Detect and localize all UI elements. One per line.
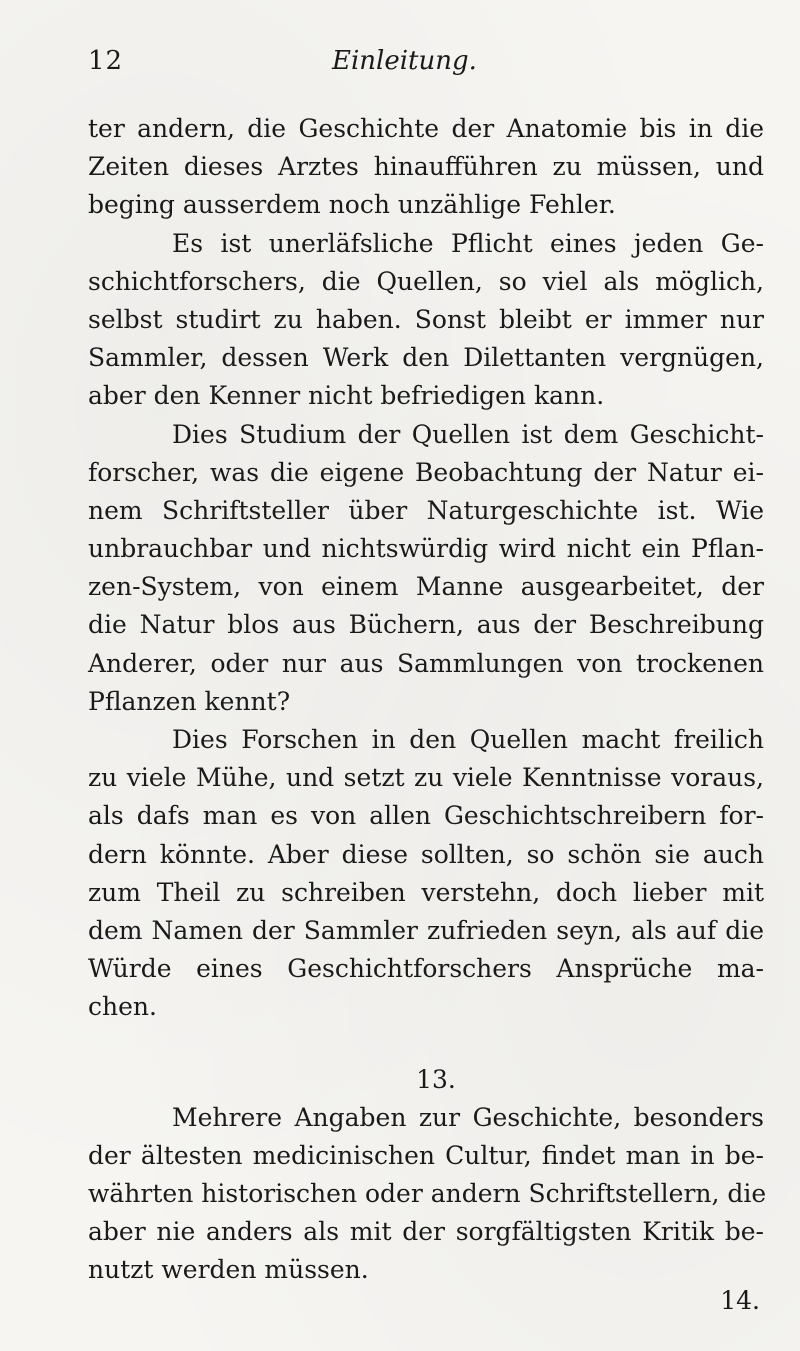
text-line: chen.: [88, 992, 157, 1022]
text-line: zen-System, von einem Manne ausgearbeitet, der: [88, 572, 764, 602]
text-line: währten historischen oder andern Schriftstellern, die: [88, 1179, 767, 1209]
text-line: Anderer, oder nur aus Sammlungen von trockenen: [88, 648, 764, 678]
text-line: nutzt werden müssen.: [88, 1255, 369, 1285]
paragraph: [88, 110, 764, 225]
text-line: dem Namen der Sammler zufrieden seyn, als auf die: [88, 915, 764, 945]
paragraph: [88, 1099, 767, 1290]
text-line: Dies Studium der Quellen ist dem Geschicht-: [172, 419, 764, 449]
text-line: aber nie anders als mit der sorgfältigsten Kritik be-: [88, 1217, 764, 1247]
paragraph: [88, 721, 764, 1027]
body-text: [88, 110, 767, 1290]
catchword: 14.: [720, 1286, 760, 1315]
page-number: 12: [88, 46, 124, 76]
text-line: zum Theil zu schreiben verstehn, doch lieber mit: [88, 877, 764, 907]
text-line: aber den Kenner nicht befriedigen kann.: [88, 381, 605, 411]
running-head: Einleitung.: [332, 46, 477, 76]
text-line: Zeiten dieses Arztes hinaufführen zu müssen, und: [88, 152, 764, 182]
text-line: Dies Forschen in den Quellen macht freilich: [172, 725, 764, 754]
paragraph: [88, 225, 764, 416]
text-line: selbst studirt zu haben. Sonst bleibt er immer nur: [88, 304, 764, 334]
text-line: der ältesten medicinischen Cultur, findet man in be-: [88, 1140, 764, 1170]
page-header: [88, 46, 760, 86]
text-line: Es ist unerläfsliche Pflicht eines jeden Ge-: [172, 228, 764, 258]
text-line: schichtforschers, die Quellen, so viel als möglich,: [88, 266, 764, 296]
section-number: 13.: [416, 1064, 456, 1094]
text-line: beging ausserdem noch unzählige Fehler.: [88, 190, 616, 220]
text-line: ter andern, die Geschichte der Anatomie bis in die: [88, 114, 764, 143]
text-line: Sammler, dessen Werk den Dilettanten vergnügen,: [88, 343, 764, 373]
text-line: Mehrere Angaben zur Geschichte, besonders: [172, 1102, 764, 1132]
text-line: Pflanzen kennt?: [88, 686, 291, 716]
text-line: forscher, was die eigene Beobachtung der Natur ei-: [88, 457, 764, 487]
text-line: Würde eines Geschichtforschers Ansprüche ma-: [88, 954, 764, 984]
text-line: unbrauchbar und nichtswürdig wird nicht ein Pflan-: [88, 534, 764, 564]
text-line: die Natur blos aus Büchern, aus der Beschreibung: [88, 610, 764, 640]
text-line: zu viele Mühe, und setzt zu viele Kenntnisse voraus,: [88, 763, 764, 793]
text-line: dern könnte. Aber diese sollten, so schön sie auch: [88, 839, 764, 869]
text-line: nem Schriftsteller über Naturgeschichte ist. Wie: [88, 495, 764, 525]
text-line: als dafs man es von allen Geschichtschreibern for-: [88, 801, 764, 831]
paragraph: [88, 416, 764, 722]
